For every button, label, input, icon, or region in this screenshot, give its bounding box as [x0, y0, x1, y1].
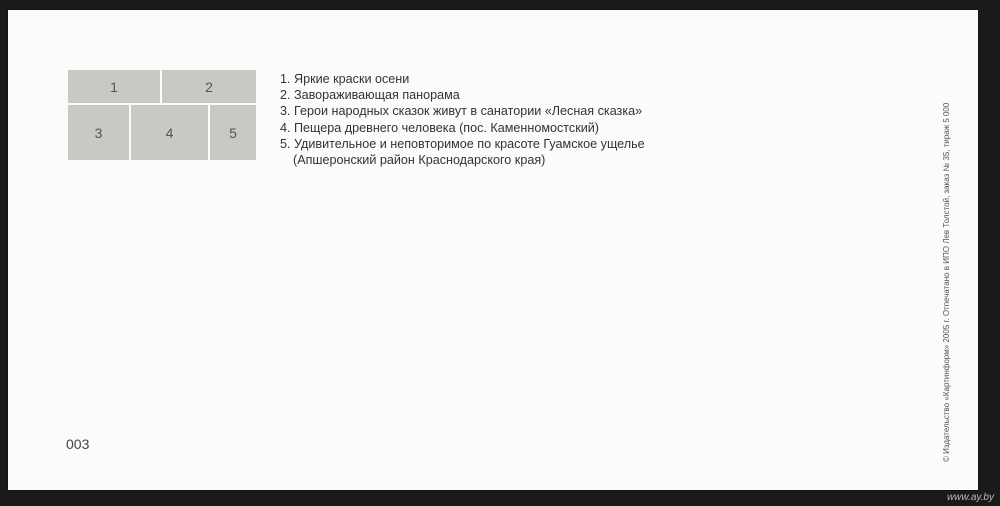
- publisher-imprint: © Издательство «Картинформ» 2005 г. Отпечатано в ИПО Лев Толстой, заказ № 35, тираж 5 000: [942, 102, 951, 462]
- postcard-code: 003: [66, 436, 90, 452]
- layout-cell-2: 2: [162, 70, 256, 103]
- layout-cell-4: 4: [131, 105, 208, 160]
- caption-item-continuation: (Апшеронский район Краснодарского края): [293, 153, 546, 168]
- caption-item: 5. Удивительное и неповторимое по красоте Гуамское ущелье: [280, 136, 645, 151]
- caption-item: 1. Яркие краски осени: [280, 72, 410, 86]
- caption-item: 3. Герои народных сказок живут в санатории «Лесная сказка»: [280, 104, 643, 119]
- caption-item: 4. Пещера древнего человека (пос. Каменномостский): [280, 120, 599, 135]
- layout-cell-5: 5: [210, 105, 256, 160]
- caption-item: 2. Завораживающая панорама: [280, 88, 460, 103]
- layout-cell-1: 1: [68, 70, 160, 103]
- photo-captions-list: [280, 71, 740, 168]
- site-watermark: www.ay.by: [946, 492, 994, 503]
- photo-layout-diagram: [68, 70, 256, 160]
- layout-cell-3: 3: [68, 105, 129, 160]
- postcard-back: [8, 10, 978, 490]
